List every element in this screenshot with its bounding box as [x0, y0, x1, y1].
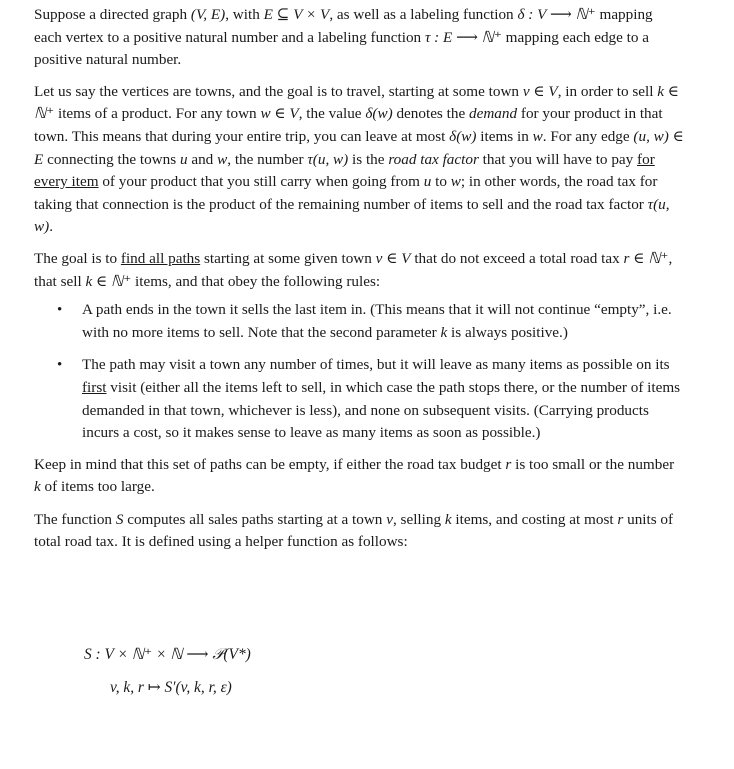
math-k: k	[440, 323, 448, 341]
paragraph-function-S	[34, 509, 684, 554]
text: is too small or the number	[511, 455, 675, 473]
math-w: w	[532, 127, 543, 145]
math-r-in-N: r ∈ ℕ⁺	[623, 249, 669, 267]
underline-find-all-paths: find all paths	[120, 249, 201, 267]
text: and	[187, 150, 218, 168]
formula-line-1: S : V × ℕ⁺ × ℕ ⟶ 𝒫(V*)	[84, 646, 251, 663]
rules-list	[34, 299, 684, 445]
math-tau-signature: τ : E ⟶ ℕ⁺	[424, 28, 502, 46]
text: A path ends in the town it sells the last item in. (This means that it will not continue “empty”, i.e. with no more items to sell. Note that the second parameter	[82, 301, 672, 341]
paragraph-graph-definition	[34, 4, 684, 72]
text: denotes the	[392, 105, 469, 123]
text: Let us say the vertices are towns, and the goal is to travel, starting at some town	[34, 82, 523, 100]
underline-for-every-item: for every item	[34, 150, 655, 191]
text: items, and costing at most	[451, 510, 618, 528]
text: starting at some given town	[200, 249, 376, 267]
paragraph-towns	[34, 81, 684, 239]
formula-line-2: v, k, r ↦ S′(v, k, r, ε)	[110, 679, 232, 696]
text: mapping each vertex to a positive natural number and a labeling function	[34, 6, 653, 46]
math-w-in-V: w ∈ V	[260, 105, 299, 123]
text: mapping each edge to a positive natural number.	[34, 28, 650, 69]
math-k-in-N: k ∈ ℕ⁺	[34, 82, 680, 123]
math-u: u	[179, 150, 188, 168]
math-edge-subset: E ⊆ V × V	[263, 6, 330, 23]
bullet-icon: •	[57, 302, 63, 319]
text: , selling	[392, 510, 445, 528]
text: of your product that you still carry when going from	[98, 173, 424, 191]
math-k-in-N: k ∈ ℕ⁺	[85, 272, 132, 290]
text: .	[49, 218, 53, 236]
math-edge-uw: (u, w) ∈ E	[34, 127, 684, 168]
text: items, and that obey the following rules:	[131, 272, 381, 290]
text: of items too large.	[40, 478, 155, 496]
text: The function	[34, 510, 116, 528]
underline-first: first	[82, 378, 107, 396]
text: , the number	[227, 150, 308, 168]
text: , the value	[298, 105, 366, 123]
math-r: r	[505, 455, 512, 473]
text: connecting the towns	[43, 150, 180, 168]
math-v-in-V: v ∈ V	[375, 249, 411, 267]
math-delta-w: δ(w)	[365, 105, 393, 123]
math-u: u	[423, 173, 432, 191]
text: visit (either all the items left to sell, in which case the path stops there, or the number of items demanded in that town, whichever is less), and none on subsequent visits. (Carrying products incurs a cost, so it makes sense to leave as many items as soon as possible.)	[82, 378, 681, 442]
text: is always positive.)	[447, 323, 568, 341]
text: that do not exceed a total road tax	[410, 249, 624, 267]
text: , in order to sell	[557, 82, 658, 100]
text: items in	[476, 127, 533, 145]
text: units of total road tax. It is defined using a helper function as follows:	[34, 510, 674, 551]
emphasis-demand: demand	[469, 105, 518, 123]
text: , as well as a labeling function	[329, 6, 518, 23]
math-graph: (V, E)	[190, 6, 226, 23]
math-r: r	[617, 510, 624, 528]
math-delta-w: δ(w)	[449, 127, 477, 145]
text: items of a product. For any town	[54, 105, 261, 123]
text: computes all sales paths starting at a town	[123, 510, 387, 528]
math-v-in-V: v ∈ V	[522, 82, 558, 100]
math-k: k	[444, 510, 452, 528]
math-S: S	[115, 510, 124, 528]
text: Keep in mind that this set of paths can be empty, if either the road tax budget	[34, 455, 506, 473]
text: for your product in that town. This means that during your entire trip, you can leave at most	[34, 105, 663, 145]
math-tau-uw: τ(u, w)	[307, 150, 349, 168]
math-k: k	[34, 478, 41, 496]
math-tau-uw: τ(u, w)	[34, 195, 670, 236]
text: Suppose a directed graph	[34, 6, 191, 23]
text: to	[431, 173, 451, 191]
text: that you will have to pay	[478, 150, 638, 168]
list-item	[34, 354, 684, 444]
math-w: w	[450, 173, 461, 191]
text: The goal is to	[34, 249, 121, 267]
text: . For any edge	[542, 127, 634, 145]
bullet-icon: •	[57, 357, 63, 374]
text: ; in other words, the road tax for taking that connection is the product of the remaining number of items to sell and the road tax factor	[34, 173, 658, 213]
math-delta-signature: δ : V ⟶ ℕ⁺	[517, 6, 596, 23]
text: is the	[348, 150, 389, 168]
math-w: w	[217, 150, 228, 168]
emphasis-road-tax-factor: road tax factor	[388, 150, 479, 168]
text: , with	[225, 6, 264, 23]
math-v: v	[386, 510, 393, 528]
paragraph-goal	[34, 248, 684, 293]
text: The path may visit a town any number of times, but it will leave as many items as possible on its	[82, 356, 670, 374]
list-item	[34, 299, 684, 344]
text: , that sell	[34, 249, 673, 290]
paragraph-empty-set	[34, 454, 684, 499]
